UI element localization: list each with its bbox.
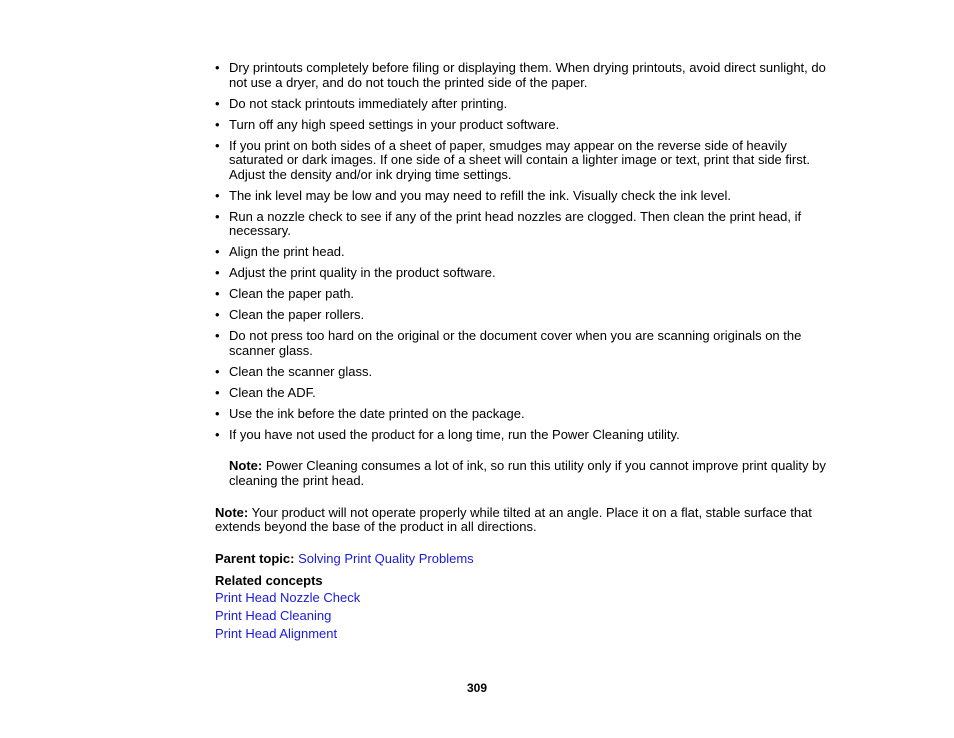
bullet-icon: • (215, 187, 220, 203)
bullet-icon: • (215, 60, 220, 75)
link-print-head-nozzle-check[interactable]: Print Head Nozzle Check (215, 589, 361, 605)
bullet-icon: • (215, 307, 220, 323)
bullet-icon: • (215, 286, 220, 302)
list-item-text: Run a nozzle check to see if any of the print head nozzles are clogged. Then clean the print head, if necessary. (229, 208, 802, 239)
link-print-head-cleaning[interactable]: Print Head Cleaning (215, 607, 332, 623)
list-item-text: Do not stack printouts immediately after printing. (229, 95, 508, 111)
list-item-text: Align the print head. (229, 244, 345, 260)
link-print-head-alignment[interactable]: Print Head Alignment (215, 625, 338, 641)
list-item-text: If you have not used the product for a long time, run the Power Cleaning utility. (229, 426, 680, 442)
related-concepts-links (215, 589, 827, 643)
list-item (215, 386, 827, 401)
bullet-icon: • (215, 95, 220, 111)
list-item-text: If you print on both sides of a sheet of paper, smudges may appear on the reverse side of heavily saturated or dark images. If one side of a sheet will contain a lighter image or text, print that side first. Adjust the density and/or ink drying time settings. (229, 137, 810, 182)
bullet-icon: • (215, 137, 220, 153)
list-item (215, 365, 827, 380)
tips-list (215, 61, 827, 442)
bullet-icon: • (215, 328, 220, 344)
bullet-icon: • (215, 265, 220, 281)
parent-topic-link[interactable]: Solving Print Quality Problems (298, 550, 474, 566)
list-item (215, 428, 827, 443)
list-item (215, 118, 827, 133)
page-number: 309 (466, 681, 488, 695)
bullet-icon: • (215, 363, 220, 379)
list-item-text: Clean the scanner glass. (229, 363, 373, 379)
list-item (215, 329, 827, 358)
related-concepts-heading: Related concepts (215, 573, 323, 589)
bullet-icon: • (215, 426, 220, 442)
note-label: Note: (229, 458, 263, 474)
tilt-note (215, 506, 827, 535)
list-item (215, 287, 827, 302)
list-item-text: The ink level may be low and you may need to refill the ink. Visually check the ink level. (229, 187, 731, 203)
list-item-text: Clean the paper path. (229, 286, 355, 302)
list-item-text: Dry printouts completely before filing or displaying them. When drying printouts, avoid direct sunlight, do not use a dryer, and do not touch the printed side of the paper. (229, 60, 826, 90)
bullet-icon: • (215, 405, 220, 421)
list-item-text: Clean the paper rollers. (229, 307, 365, 323)
parent-topic-label: Parent topic: (215, 550, 295, 566)
list-item (215, 139, 827, 183)
list-item (215, 189, 827, 204)
list-item-text: Adjust the print quality in the product software. (229, 265, 496, 281)
list-item (215, 61, 827, 90)
bullet-icon: • (215, 208, 220, 224)
list-item-text: Turn off any high speed settings in your product software. (229, 116, 560, 132)
list-item (215, 97, 827, 112)
list-item (215, 407, 827, 422)
bullet-icon: • (215, 244, 220, 260)
parent-topic (215, 552, 827, 567)
list-item (215, 308, 827, 323)
note-text: Power Cleaning consumes a lot of ink, so run this utility only if you cannot improve print quality by cleaning the print head. (229, 458, 826, 488)
list-item (215, 245, 827, 260)
note-label: Note: (215, 504, 249, 520)
list-item-text: Use the ink before the date printed on the package. (229, 405, 525, 421)
bullet-icon: • (215, 384, 220, 400)
power-cleaning-note (215, 459, 827, 488)
list-item-text: Do not press too hard on the original or the document cover when you are scanning originals on the scanner glass. (229, 328, 802, 358)
list-item (215, 210, 827, 239)
bullet-icon: • (215, 116, 220, 132)
list-item (215, 266, 827, 281)
page-content (215, 61, 827, 643)
list-item-text: Clean the ADF. (229, 384, 316, 400)
note-text: Your product will not operate properly while tilted at an angle. Place it on a flat, stable surface that extends beyond the base of the product in all directions. (215, 504, 812, 535)
